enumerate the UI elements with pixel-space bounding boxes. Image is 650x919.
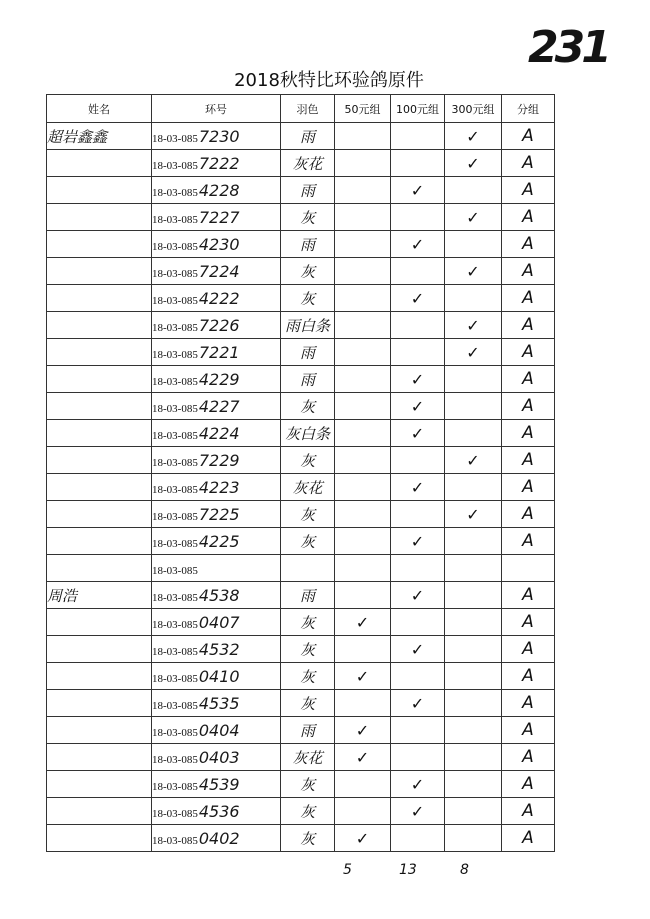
owner-name-cell: [47, 339, 152, 366]
document-title: 2018秋特比环验鸽原件: [234, 70, 424, 91]
ring-prefix: 18-03-085: [152, 537, 198, 550]
check-100-cell: [391, 150, 445, 177]
ring-suffix: 4223: [198, 477, 240, 497]
ring-suffix: 0404: [198, 720, 240, 740]
feather-color-cell: 雨白条: [281, 312, 335, 339]
ring-prefix: 18-03-085: [152, 645, 198, 658]
ring-suffix: 4538: [198, 585, 240, 605]
feather-color-cell: 灰: [281, 393, 335, 420]
check-100-cell: ✓: [391, 798, 445, 825]
ring-suffix: 4532: [198, 639, 240, 659]
ring-number-cell: [152, 150, 281, 177]
ring-number-cell: [152, 474, 281, 501]
check-50-cell: ✓: [335, 609, 391, 636]
ring-number-cell: [152, 123, 281, 150]
feather-color-cell: 灰: [281, 636, 335, 663]
ring-suffix: 4536: [198, 801, 240, 821]
ring-number-cell: [152, 312, 281, 339]
table-row: [47, 690, 555, 717]
check-50-cell: [335, 555, 391, 582]
ring-number-cell: [152, 447, 281, 474]
ring-prefix: 18-03-085: [152, 159, 198, 172]
ring-number-cell: [152, 798, 281, 825]
check-300-cell: [445, 744, 502, 771]
table-row: [47, 123, 555, 150]
ring-number-cell: [152, 582, 281, 609]
ring-prefix: 18-03-085: [152, 753, 198, 766]
table-row: [47, 258, 555, 285]
ring-prefix: 18-03-085: [152, 456, 198, 469]
feather-color-cell: 雨: [281, 717, 335, 744]
page-number: 231: [528, 22, 608, 73]
table-row: [47, 582, 555, 609]
feather-color-cell: 灰: [281, 798, 335, 825]
ring-suffix: 7229: [198, 450, 240, 470]
ring-prefix: 18-03-085: [152, 510, 198, 523]
check-100-cell: ✓: [391, 177, 445, 204]
check-100-cell: [391, 744, 445, 771]
header-50-group: 50元组: [335, 95, 391, 123]
feather-color-cell: 灰: [281, 501, 335, 528]
ring-number-cell: [152, 717, 281, 744]
owner-name-cell: [47, 663, 152, 690]
ring-prefix: 18-03-085: [152, 267, 198, 280]
feather-color-cell: 灰: [281, 771, 335, 798]
owner-name-cell: [47, 474, 152, 501]
check-100-cell: ✓: [391, 420, 445, 447]
ring-suffix: 4225: [198, 531, 240, 551]
check-300-cell: [445, 366, 502, 393]
table-row: [47, 339, 555, 366]
check-300-cell: [445, 663, 502, 690]
group-cell: A: [502, 177, 555, 204]
table-row: [47, 744, 555, 771]
ring-prefix: 18-03-085: [152, 726, 198, 739]
ring-suffix: 4229: [198, 369, 240, 389]
check-100-cell: [391, 501, 445, 528]
ring-suffix: 4539: [198, 774, 240, 794]
check-50-cell: [335, 285, 391, 312]
check-50-cell: [335, 393, 391, 420]
ring-suffix: 0407: [198, 612, 240, 632]
table-row: [47, 609, 555, 636]
ring-prefix: 18-03-085: [152, 564, 198, 577]
ring-suffix: 4228: [198, 180, 240, 200]
check-100-cell: ✓: [391, 636, 445, 663]
ring-prefix: 18-03-085: [152, 240, 198, 253]
ring-number-cell: [152, 231, 281, 258]
check-100-cell: [391, 825, 445, 852]
ring-prefix: 18-03-085: [152, 483, 198, 496]
group-cell: A: [502, 609, 555, 636]
ring-number-cell: [152, 420, 281, 447]
owner-name-cell: [47, 501, 152, 528]
feather-color-cell: 灰花: [281, 474, 335, 501]
owner-name-cell: [47, 312, 152, 339]
feather-color-cell: 雨: [281, 231, 335, 258]
table-row: [47, 447, 555, 474]
check-300-cell: [445, 636, 502, 663]
table-row: [47, 366, 555, 393]
owner-name-cell: [47, 771, 152, 798]
ring-prefix: 18-03-085: [152, 591, 198, 604]
check-100-cell: [391, 123, 445, 150]
check-300-cell: [445, 231, 502, 258]
ring-suffix: 0403: [198, 747, 240, 767]
check-50-cell: [335, 123, 391, 150]
group-cell: A: [502, 825, 555, 852]
ring-suffix: 7221: [198, 342, 240, 362]
group-cell: A: [502, 204, 555, 231]
header-name: 姓名: [47, 95, 152, 123]
ring-prefix: 18-03-085: [152, 321, 198, 334]
ring-suffix: 4224: [198, 423, 240, 443]
owner-name-cell: [47, 555, 152, 582]
ring-suffix: 0402: [198, 828, 240, 848]
ring-suffix: 4222: [198, 288, 240, 308]
check-100-cell: ✓: [391, 582, 445, 609]
check-300-cell: ✓: [445, 312, 502, 339]
table-row: [47, 825, 555, 852]
feather-color-cell: 灰: [281, 825, 335, 852]
check-50-cell: [335, 636, 391, 663]
owner-name-cell: [47, 825, 152, 852]
owner-name-cell: [47, 258, 152, 285]
header-group: 分组: [502, 95, 555, 123]
check-100-cell: ✓: [391, 231, 445, 258]
table-row: [47, 717, 555, 744]
ring-prefix: 18-03-085: [152, 429, 198, 442]
owner-name-cell: [47, 177, 152, 204]
total-100-group: 13: [399, 862, 417, 878]
owner-name-cell: [47, 690, 152, 717]
check-300-cell: [445, 177, 502, 204]
check-300-cell: [445, 717, 502, 744]
group-cell: A: [502, 285, 555, 312]
check-300-cell: ✓: [445, 447, 502, 474]
check-100-cell: [391, 609, 445, 636]
table-row: [47, 420, 555, 447]
group-cell: A: [502, 366, 555, 393]
check-300-cell: [445, 420, 502, 447]
feather-color-cell: 灰: [281, 285, 335, 312]
ring-suffix: 0410: [198, 666, 240, 686]
group-cell: A: [502, 231, 555, 258]
feather-color-cell: 灰: [281, 609, 335, 636]
ring-prefix: 18-03-085: [152, 834, 198, 847]
ring-prefix: 18-03-085: [152, 672, 198, 685]
group-cell: A: [502, 582, 555, 609]
check-300-cell: [445, 393, 502, 420]
ring-prefix: 18-03-085: [152, 699, 198, 712]
header-feather-color: 羽色: [281, 95, 335, 123]
table-row: [47, 312, 555, 339]
ring-number-cell: [152, 690, 281, 717]
check-300-cell: [445, 528, 502, 555]
check-50-cell: [335, 339, 391, 366]
ring-prefix: 18-03-085: [152, 375, 198, 388]
table-row: [47, 177, 555, 204]
table-row: [47, 501, 555, 528]
check-50-cell: [335, 771, 391, 798]
ring-prefix: 18-03-085: [152, 132, 198, 145]
table-row: [47, 393, 555, 420]
ring-prefix: 18-03-085: [152, 402, 198, 415]
ring-number-cell: [152, 555, 281, 582]
table-row: [47, 150, 555, 177]
group-cell: A: [502, 663, 555, 690]
feather-color-cell: 灰白条: [281, 420, 335, 447]
ring-number-cell: [152, 609, 281, 636]
ring-number-cell: [152, 285, 281, 312]
check-50-cell: [335, 582, 391, 609]
check-50-cell: [335, 177, 391, 204]
ring-number-cell: [152, 258, 281, 285]
feather-color-cell: [281, 555, 335, 582]
table-row: [47, 555, 555, 582]
check-50-cell: [335, 366, 391, 393]
check-50-cell: [335, 474, 391, 501]
check-50-cell: [335, 420, 391, 447]
ring-number-cell: [152, 744, 281, 771]
table-row: [47, 204, 555, 231]
ring-suffix: 7230: [198, 126, 240, 146]
check-50-cell: [335, 231, 391, 258]
ring-number-cell: [152, 393, 281, 420]
group-cell: A: [502, 312, 555, 339]
ring-suffix: 7226: [198, 315, 240, 335]
group-cell: A: [502, 528, 555, 555]
check-300-cell: ✓: [445, 258, 502, 285]
check-50-cell: ✓: [335, 717, 391, 744]
feather-color-cell: 雨: [281, 582, 335, 609]
ring-number-cell: [152, 366, 281, 393]
feather-color-cell: 灰花: [281, 744, 335, 771]
check-300-cell: [445, 582, 502, 609]
owner-name-cell: [47, 609, 152, 636]
group-cell: A: [502, 447, 555, 474]
group-cell: A: [502, 420, 555, 447]
feather-color-cell: 灰: [281, 690, 335, 717]
ring-number-cell: [152, 501, 281, 528]
group-cell: A: [502, 636, 555, 663]
group-cell: A: [502, 393, 555, 420]
header-ring-number: 环号: [152, 95, 281, 123]
feather-color-cell: 灰: [281, 528, 335, 555]
ring-suffix: 4227: [198, 396, 240, 416]
group-cell: A: [502, 258, 555, 285]
check-300-cell: [445, 771, 502, 798]
check-50-cell: [335, 798, 391, 825]
ring-prefix: 18-03-085: [152, 618, 198, 631]
ring-number-cell: [152, 636, 281, 663]
ring-number-cell: [152, 771, 281, 798]
owner-name-cell: [47, 528, 152, 555]
feather-color-cell: 灰: [281, 204, 335, 231]
group-cell: A: [502, 798, 555, 825]
owner-name-cell: [47, 447, 152, 474]
feather-color-cell: 灰花: [281, 150, 335, 177]
check-100-cell: ✓: [391, 690, 445, 717]
table-row: [47, 663, 555, 690]
ring-prefix: 18-03-085: [152, 186, 198, 199]
owner-name-cell: [47, 636, 152, 663]
ring-prefix: 18-03-085: [152, 213, 198, 226]
check-300-cell: ✓: [445, 204, 502, 231]
owner-name-cell: [47, 420, 152, 447]
check-300-cell: ✓: [445, 150, 502, 177]
check-100-cell: [391, 447, 445, 474]
ring-prefix: 18-03-085: [152, 348, 198, 361]
pigeon-ring-table: [46, 94, 555, 852]
group-cell: A: [502, 771, 555, 798]
check-100-cell: ✓: [391, 366, 445, 393]
ring-suffix: 7225: [198, 504, 240, 524]
group-cell: A: [502, 501, 555, 528]
table-row: [47, 636, 555, 663]
check-50-cell: [335, 690, 391, 717]
feather-color-cell: 灰: [281, 663, 335, 690]
check-300-cell: [445, 798, 502, 825]
check-100-cell: ✓: [391, 285, 445, 312]
owner-name-cell: 周浩: [47, 582, 152, 609]
ring-suffix: 7224: [198, 261, 240, 281]
check-300-cell: ✓: [445, 339, 502, 366]
check-300-cell: ✓: [445, 501, 502, 528]
table-row: [47, 771, 555, 798]
ring-suffix: 7227: [198, 207, 240, 227]
table-row: [47, 474, 555, 501]
check-50-cell: ✓: [335, 663, 391, 690]
check-300-cell: [445, 474, 502, 501]
owner-name-cell: [47, 798, 152, 825]
check-100-cell: ✓: [391, 393, 445, 420]
header-row: [47, 95, 555, 123]
ring-prefix: 18-03-085: [152, 807, 198, 820]
ring-number-cell: [152, 663, 281, 690]
check-50-cell: [335, 204, 391, 231]
table-row: [47, 231, 555, 258]
group-cell: A: [502, 474, 555, 501]
check-50-cell: [335, 501, 391, 528]
check-300-cell: [445, 609, 502, 636]
ring-suffix: 7222: [198, 153, 240, 173]
ring-suffix: 4230: [198, 234, 240, 254]
check-100-cell: ✓: [391, 528, 445, 555]
check-50-cell: [335, 528, 391, 555]
total-50-group: 5: [343, 862, 352, 878]
group-cell: A: [502, 717, 555, 744]
check-50-cell: [335, 447, 391, 474]
ring-suffix: 4535: [198, 693, 240, 713]
check-300-cell: [445, 825, 502, 852]
feather-color-cell: 雨: [281, 123, 335, 150]
owner-name-cell: [47, 150, 152, 177]
ring-prefix: 18-03-085: [152, 780, 198, 793]
check-100-cell: [391, 258, 445, 285]
check-50-cell: [335, 150, 391, 177]
feather-color-cell: 灰: [281, 258, 335, 285]
owner-name-cell: [47, 744, 152, 771]
owner-name-cell: [47, 204, 152, 231]
ring-number-cell: [152, 528, 281, 555]
feather-color-cell: 雨: [281, 177, 335, 204]
check-50-cell: [335, 258, 391, 285]
check-300-cell: [445, 285, 502, 312]
group-cell: A: [502, 150, 555, 177]
group-cell: A: [502, 690, 555, 717]
table-row: [47, 285, 555, 312]
group-cell: A: [502, 123, 555, 150]
group-cell: [502, 555, 555, 582]
feather-color-cell: 灰: [281, 447, 335, 474]
check-300-cell: ✓: [445, 123, 502, 150]
check-100-cell: [391, 312, 445, 339]
total-300-group: 8: [460, 862, 469, 878]
check-100-cell: [391, 663, 445, 690]
check-100-cell: [391, 339, 445, 366]
feather-color-cell: 雨: [281, 339, 335, 366]
check-100-cell: ✓: [391, 474, 445, 501]
ring-number-cell: [152, 825, 281, 852]
check-100-cell: [391, 717, 445, 744]
owner-name-cell: [47, 231, 152, 258]
table-row: [47, 528, 555, 555]
ring-number-cell: [152, 177, 281, 204]
header-100-group: 100元组: [391, 95, 445, 123]
ring-number-cell: [152, 204, 281, 231]
check-50-cell: ✓: [335, 825, 391, 852]
header-300-group: 300元组: [445, 95, 502, 123]
ring-prefix: 18-03-085: [152, 294, 198, 307]
owner-name-cell: [47, 285, 152, 312]
check-300-cell: [445, 690, 502, 717]
group-cell: A: [502, 744, 555, 771]
check-50-cell: [335, 312, 391, 339]
check-100-cell: ✓: [391, 771, 445, 798]
table-row: [47, 798, 555, 825]
check-50-cell: ✓: [335, 744, 391, 771]
owner-name-cell: [47, 717, 152, 744]
owner-name-cell: [47, 366, 152, 393]
group-cell: A: [502, 339, 555, 366]
ring-number-cell: [152, 339, 281, 366]
owner-name-cell: [47, 393, 152, 420]
feather-color-cell: 雨: [281, 366, 335, 393]
owner-name-cell: 超岩鑫鑫: [47, 123, 152, 150]
check-300-cell: [445, 555, 502, 582]
check-100-cell: [391, 204, 445, 231]
check-100-cell: [391, 555, 445, 582]
